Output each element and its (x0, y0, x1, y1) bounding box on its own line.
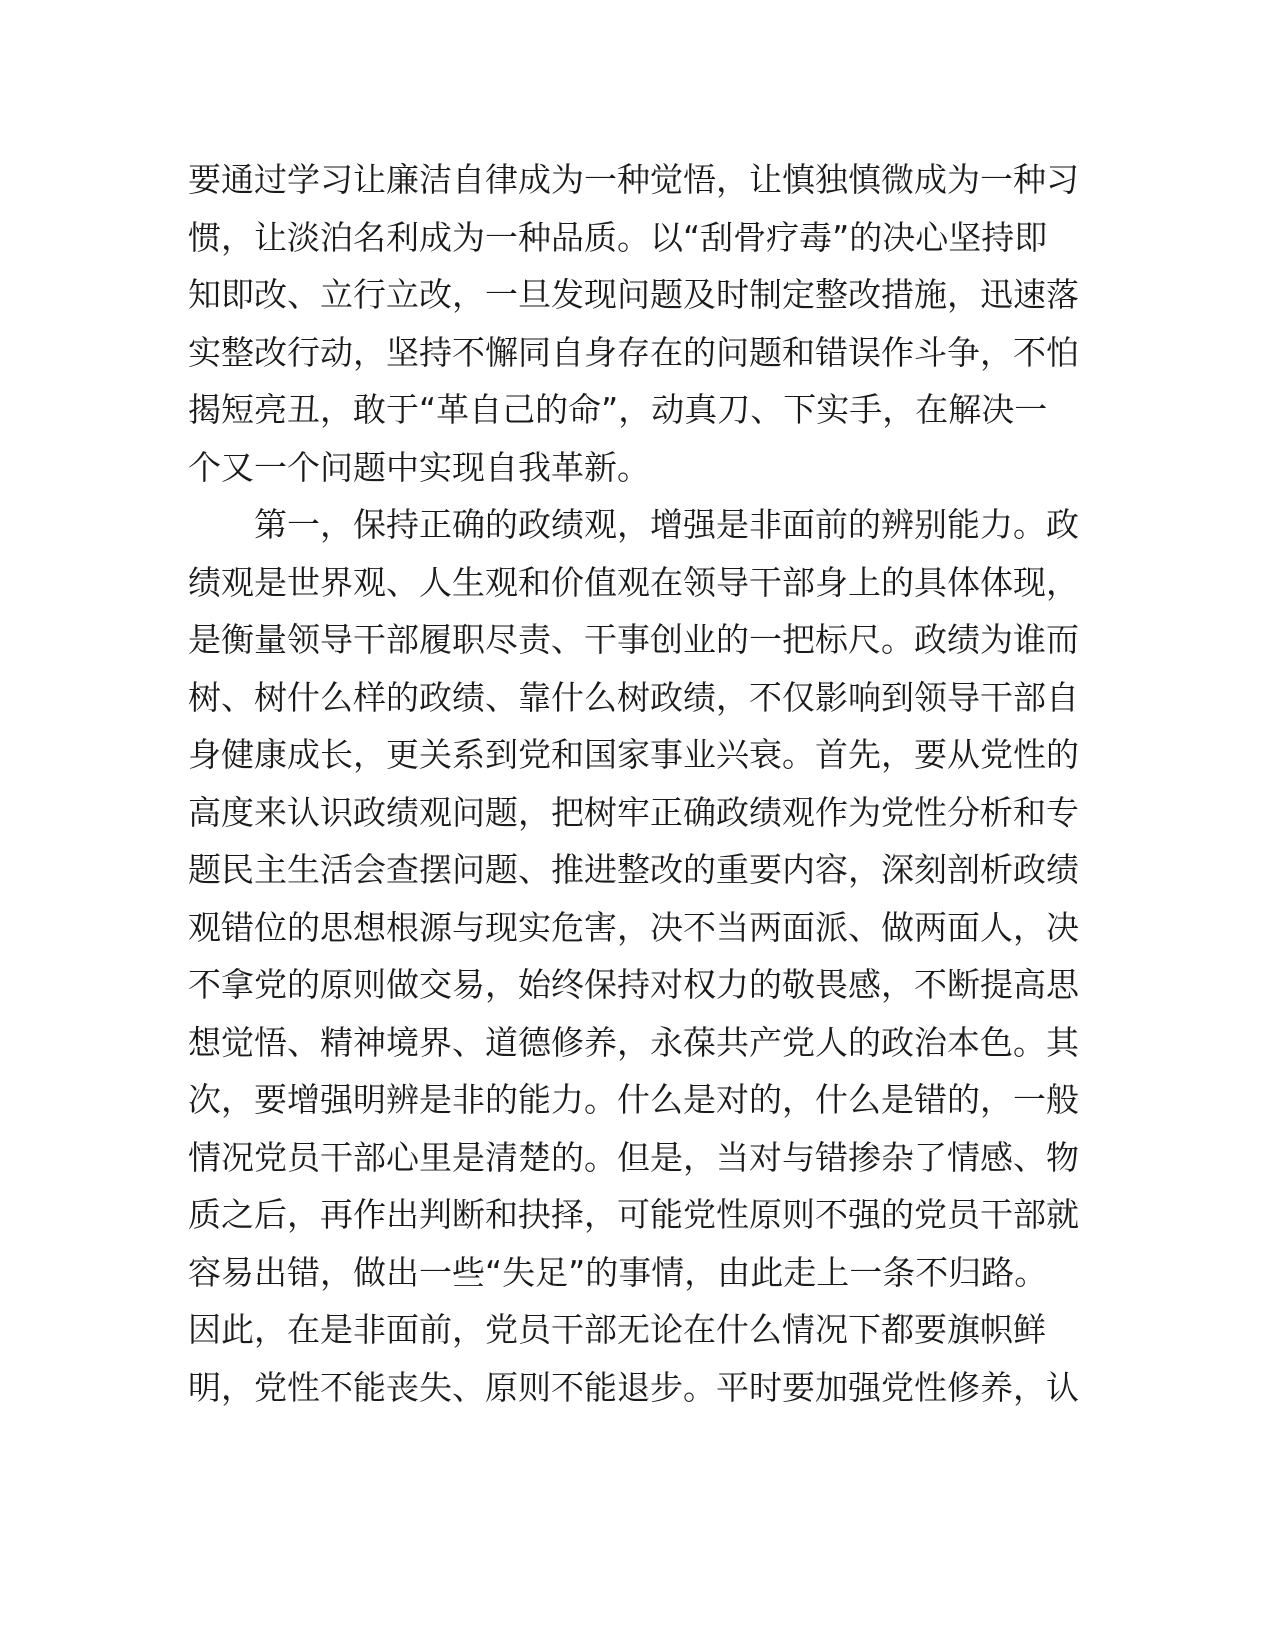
text-line: 惯，让淡泊名利成为一种品质。以“刮骨疗毒”的决心坚持即 (188, 217, 1048, 257)
text-line: 容易出错，做出一些“失足”的事情，由此走上一条不归路。 (188, 1252, 1048, 1292)
text-line: 树、树什么样的政绩、靠什么树政绩，不仅影响到领导干部自 (188, 677, 1079, 717)
text-line: 高度来认识政绩观问题，把树牢正确政绩观作为党性分析和专 (188, 792, 1079, 832)
text-line: 实整改行动，坚持不懈同自身存在的问题和错误作斗争，不怕 (188, 332, 1079, 372)
text-line: 想觉悟、精神境界、道德修养，永葆共产党人的政治本色。其 (188, 1022, 1079, 1062)
text-line: 身健康成长，更关系到党和国家事业兴衰。首先，要从党性的 (188, 735, 1079, 774)
text-line: 不拿党的原则做交易，始终保持对权力的敬畏感，不断提高思 (188, 965, 1079, 1004)
text-line: 揭短亮丑，敢于“革自己的命”，动真刀、下实手，在解决一 (188, 390, 1048, 429)
text-line: 个又一个问题中实现自我革新。 (188, 447, 650, 487)
text-line: 要通过学习让廉洁自律成为一种觉悟，让慎独慎微成为一种习 (188, 160, 1079, 199)
text-line: 明，党性不能丧失、原则不能退步。平时要加强党性修养，认 (188, 1367, 1079, 1407)
text-line: 绩观是世界观、人生观和价值观在领导干部身上的具体体现， (188, 562, 1079, 602)
text-line: 是衡量领导干部履职尽责、干事创业的一把标尺。政绩为谁而 (188, 620, 1079, 659)
body-text (188, 151, 1092, 1416)
text-line: 次，要增强明辨是非的能力。什么是对的，什么是错的，一般 (188, 1080, 1079, 1119)
text-line: 情况党员干部心里是清楚的。但是，当对与错掺杂了情感、物 (188, 1137, 1079, 1177)
text-line: 题民主生活会查摆问题、推进整改的重要内容，深刻剖析政绩 (188, 850, 1079, 889)
text-line: 观错位的思想根源与现实危害，决不当两面派、做两面人，决 (188, 907, 1079, 947)
text-line: 质之后，再作出判断和抉择，可能党性原则不强的党员干部就 (188, 1195, 1079, 1234)
text-line: 知即改、立行立改，一旦发现问题及时制定整改措施，迅速落 (188, 275, 1079, 314)
paragraph-first-line: 第一，保持正确的政绩观，增强是非面前的辨别能力。政 (188, 505, 1079, 544)
text-line: 因此，在是非面前，党员干部无论在什么情况下都要旗帜鲜 (188, 1310, 1046, 1349)
